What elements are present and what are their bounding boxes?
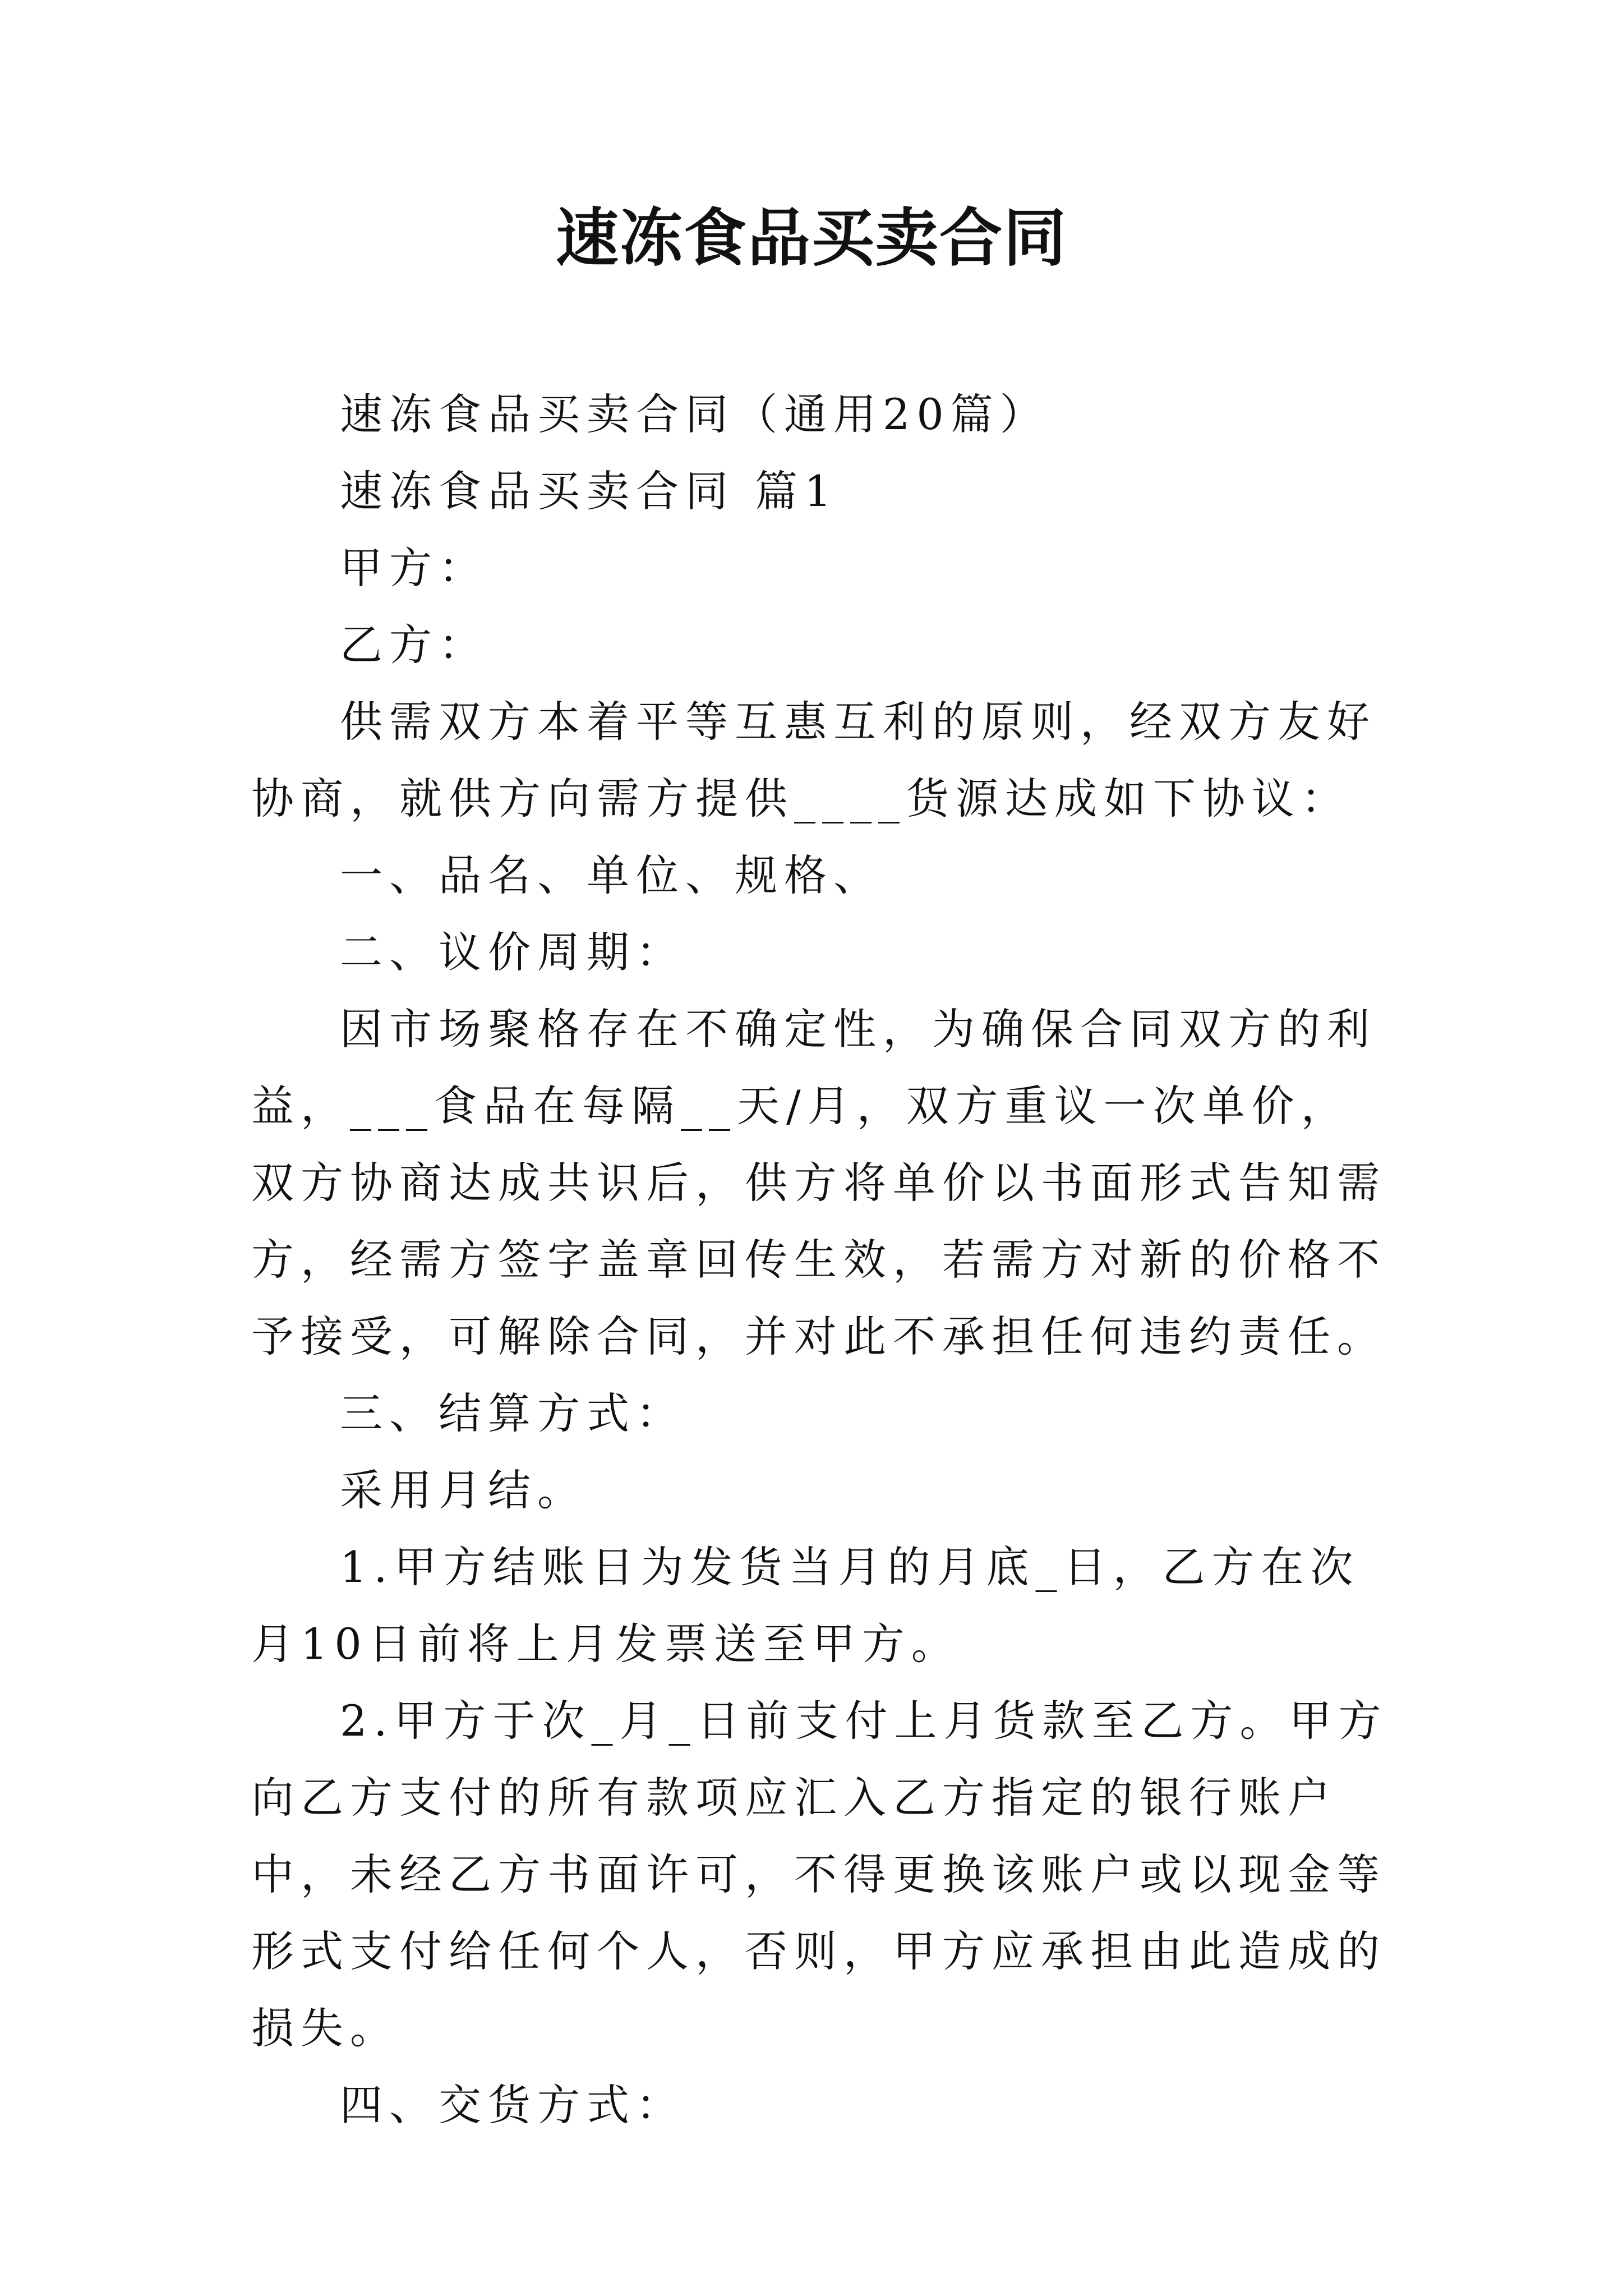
paragraph-section-3: 三、结算方式： [340,1388,685,1438]
paragraph-preamble: 供需双方本着平等互惠互利的原则，经双方友好协商，就供方向需方提供____货源达成如下协议： [251,697,1376,823]
paragraph-pricing-terms: 因市场聚格存在不确定性，为确保合同双方的利益，___食品在每隔__天/月，双方重议一次单价，双方协商达成共识后，供方将单价以书面形式告知需方，经需方签字盖章回传生效，若需方对新的价格不予接受，可解除合同，并对此不承担任何违约责任。 [251,1004,1386,1361]
paragraph-section-1: 一、品名、单位、规格、 [340,850,883,900]
paragraph-contract-heading: 速冻食品买卖合同 篇1 [340,466,838,516]
document-title: 速冻食品买卖合同 [556,202,1067,275]
paragraph-collection-title: 速冻食品买卖合同（通用20篇） [340,389,1049,439]
paragraph-settlement-item-1: 1.甲方结账日为发货当月的月底_日，乙方在次月10日前将上月发票送至甲方。 [251,1542,1360,1669]
paragraph-party-b: 乙方： [340,620,488,670]
paragraph-section-4: 四、交货方式： [340,2080,685,2130]
document-body [251,376,1395,2143]
paragraph-party-a: 甲方： [340,543,488,593]
paragraph-section-2: 二、议价周期： [340,927,685,977]
paragraph-settlement-item-2: 2.甲方于次_月_日前支付上月货款至乙方。甲方向乙方支付的所有款项应汇入乙方指定的银行账户中，未经乙方书面许可，不得更换该账户或以现金等形式支付给任何个人，否则，甲方应承担由此造成的损失。 [251,1696,1388,2053]
paragraph-monthly-settlement: 采用月结。 [340,1465,587,1515]
